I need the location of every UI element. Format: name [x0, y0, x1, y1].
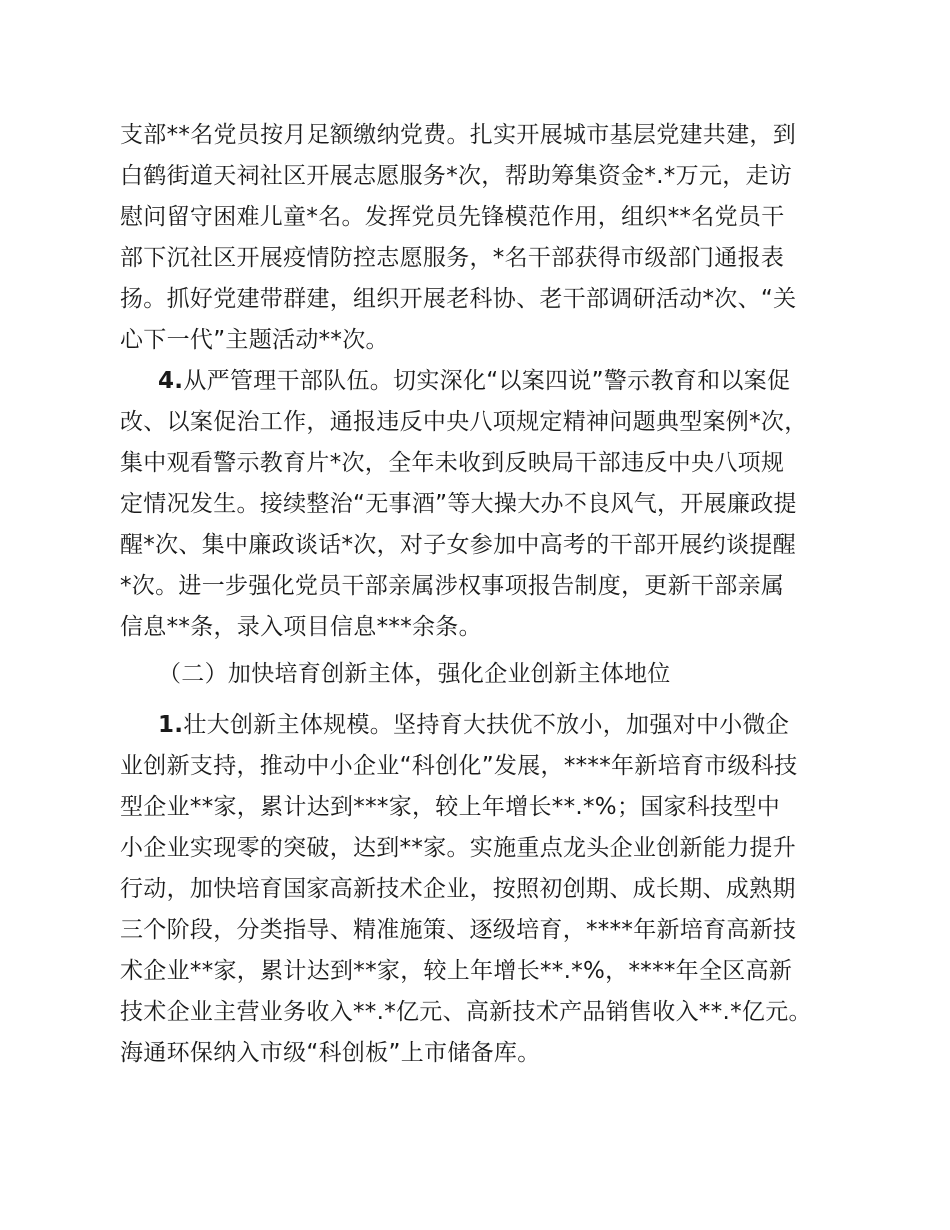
text-line: 慰问留守困难儿童*名。发挥党员先锋模范作用，组织**名党员干	[120, 204, 785, 230]
item-text: 壮大创新主体规模。坚持育大扶优不放小，加强对中小微企	[183, 712, 790, 738]
section-heading: （二）加快培育创新主体，强化企业创新主体地位	[158, 661, 671, 687]
item-number: 4.	[158, 368, 184, 394]
text-line: 心下一代”主题活动**次。	[120, 327, 389, 353]
text-line: 型企业**家，累计达到***家，较上年增长**.*%；国家科技型中	[120, 794, 781, 820]
text-line: 业创新支持，推动中小企业“科创化”发展，****年新培育市级科技	[120, 753, 798, 779]
text-line: 行动，加快培育国家高新技术企业，按照初创期、成长期、成熟期	[120, 876, 796, 902]
text-line: 信息**条，录入项目信息***余条。	[120, 614, 482, 640]
text-line	[158, 366, 790, 396]
text-line: 扬。抓好党建带群建，组织开展老科协、老干部调研活动*次、“关	[120, 286, 797, 312]
text-line: 集中观看警示教育片*次，全年未收到反映局干部违反中央八项规	[120, 450, 785, 476]
item-text: 从严管理干部队伍。切实深化“以案四说”警示教育和以案促	[183, 368, 791, 394]
text-line: 醒*次、集中廉政谈话*次，对子女参加中高考的干部开展约谈提醒	[120, 532, 796, 558]
text-line: 小企业实现零的突破，达到**家。实施重点龙头企业创新能力提升	[120, 835, 796, 861]
item-number: 1.	[158, 712, 184, 738]
text-line: 定情况发生。接续整治“无事酒”等大操大办不良风气，开展廉政提	[120, 491, 797, 517]
text-line: 白鹤街道天祠社区开展志愿服务*次，帮助筹集资金*.*万元，走访	[120, 163, 793, 189]
text-line: 三个阶段，分类指导、精准施策、逐级培育，****年新培育高新技	[120, 917, 797, 943]
text-line: 海通环保纳入市级“科创板”上市储备库。	[120, 1040, 541, 1066]
text-line: 支部**名党员按月足额缴纳党费。扎实开展城市基层党建共建，到	[120, 122, 796, 148]
text-line: 改、以案促治工作，通报违反中央八项规定精神问题典型案例*次，	[120, 409, 808, 435]
text-line	[158, 710, 789, 740]
text-line: 术企业**家，累计达到**家，较上年增长**.*%，****年全区高新	[120, 958, 793, 984]
text-line: *次。进一步强化党员干部亲属涉权事项报告制度，更新干部亲属	[120, 573, 785, 599]
text-line: 技术企业主营业务收入**.*亿元、高新技术产品销售收入**.*亿元。	[120, 999, 812, 1025]
text-line: 部下沉社区开展疫情防控志愿服务，*名干部获得市级部门通报表	[120, 245, 785, 271]
